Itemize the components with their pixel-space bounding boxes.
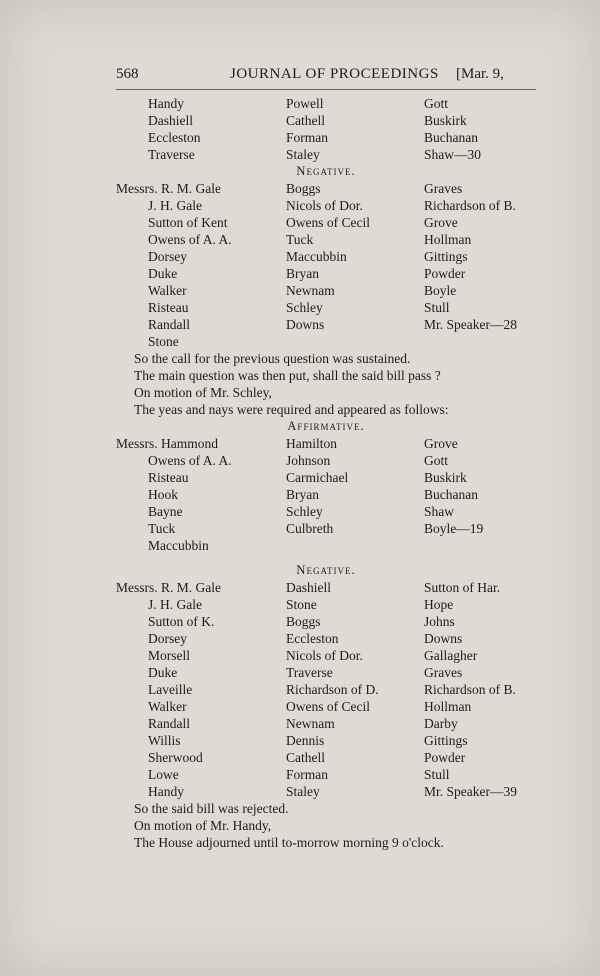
journal-paragraph: The yeas and nays were required and appeared as follows: (134, 402, 449, 417)
header-rule (116, 89, 536, 90)
vote-row: Handy Powell Gott (148, 96, 449, 111)
journal-paragraph: The main question was then put, shall the said bill pass ? (134, 368, 441, 383)
journal-paragraph: So the said bill was rejected. (134, 801, 289, 816)
vote-row: Duke Traverse Graves (148, 665, 463, 680)
vote-row: Dashiell Cathell Buskirk (148, 113, 467, 128)
vote-row: Laveille Richardson of D. Richardson of B. (148, 682, 516, 697)
vote-row: Lowe Forman Stull (148, 767, 450, 782)
vote-row: Walker Newnam Boyle (148, 283, 457, 298)
vote-row: Stone (148, 334, 179, 349)
vote-row: Randall Newnam Darby (148, 716, 458, 731)
vote-row: Morsell Nicols of Dor. Gallagher (148, 648, 478, 663)
vote-row: Dorsey Eccleston Downs (148, 631, 463, 646)
vote-row: Bayne Schley Shaw (148, 504, 454, 519)
vote-row: Messrs. R. M. Gale Boggs Graves (116, 181, 463, 196)
journal-paragraph: On motion of Mr. Schley, (134, 385, 272, 400)
running-head: JOURNAL OF PROCEEDINGS (230, 66, 439, 82)
vote-row: Maccubbin (148, 538, 209, 553)
journal-paragraph: The House adjourned until to-morrow morning 9 o'clock. (134, 835, 444, 850)
journal-paragraph: So the call for the previous question was sustained. (134, 351, 411, 366)
vote-row: Duke Bryan Powder (148, 266, 466, 281)
vote-row: Randall Downs Mr. Speaker—28 (148, 317, 517, 332)
vote-row: Sutton of Kent Owens of Cecil Grove (148, 215, 458, 230)
vote-row: Messrs. R. M. Gale Dashiell Sutton of Har. (116, 580, 501, 595)
vote-row: Hook Bryan Buchanan (148, 487, 478, 502)
page-header (116, 66, 536, 88)
section-heading-affirmative: Affirmative. (287, 419, 365, 433)
vote-row: Risteau Carmichael Buskirk (148, 470, 467, 485)
section-heading-negative: Negative. (296, 164, 356, 178)
section-heading-negative: Negative. (296, 563, 356, 577)
vote-row: Willis Dennis Gittings (148, 733, 468, 748)
vote-row: Eccleston Forman Buchanan (148, 130, 478, 145)
vote-row: Sherwood Cathell Powder (148, 750, 466, 765)
vote-row: Risteau Schley Stull (148, 300, 450, 315)
vote-row: Traverse Staley Shaw—30 (148, 147, 481, 162)
journal-paragraph: On motion of Mr. Handy, (134, 818, 272, 833)
vote-row: Sutton of K. Boggs Johns (148, 614, 455, 629)
vote-row: Walker Owens of Cecil Hollman (148, 699, 472, 714)
vote-row: Dorsey Maccubbin Gittings (148, 249, 468, 264)
vote-row: Handy Staley Mr. Speaker—39 (148, 784, 517, 799)
vote-row: Messrs. Hammond Hamilton Grove (116, 436, 458, 451)
vote-row: Tuck Culbreth Boyle—19 (148, 521, 484, 536)
vote-row: Owens of A. A. Tuck Hollman (148, 232, 472, 247)
vote-row: Owens of A. A. Johnson Gott (148, 453, 449, 468)
header-date: [Mar. 9, (456, 66, 504, 82)
vote-row: J. H. Gale Nicols of Dor. Richardson of B. (148, 198, 516, 213)
vote-row: J. H. Gale Stone Hope (148, 597, 454, 612)
page-number: 568 (116, 66, 139, 82)
page-content (116, 95, 536, 851)
